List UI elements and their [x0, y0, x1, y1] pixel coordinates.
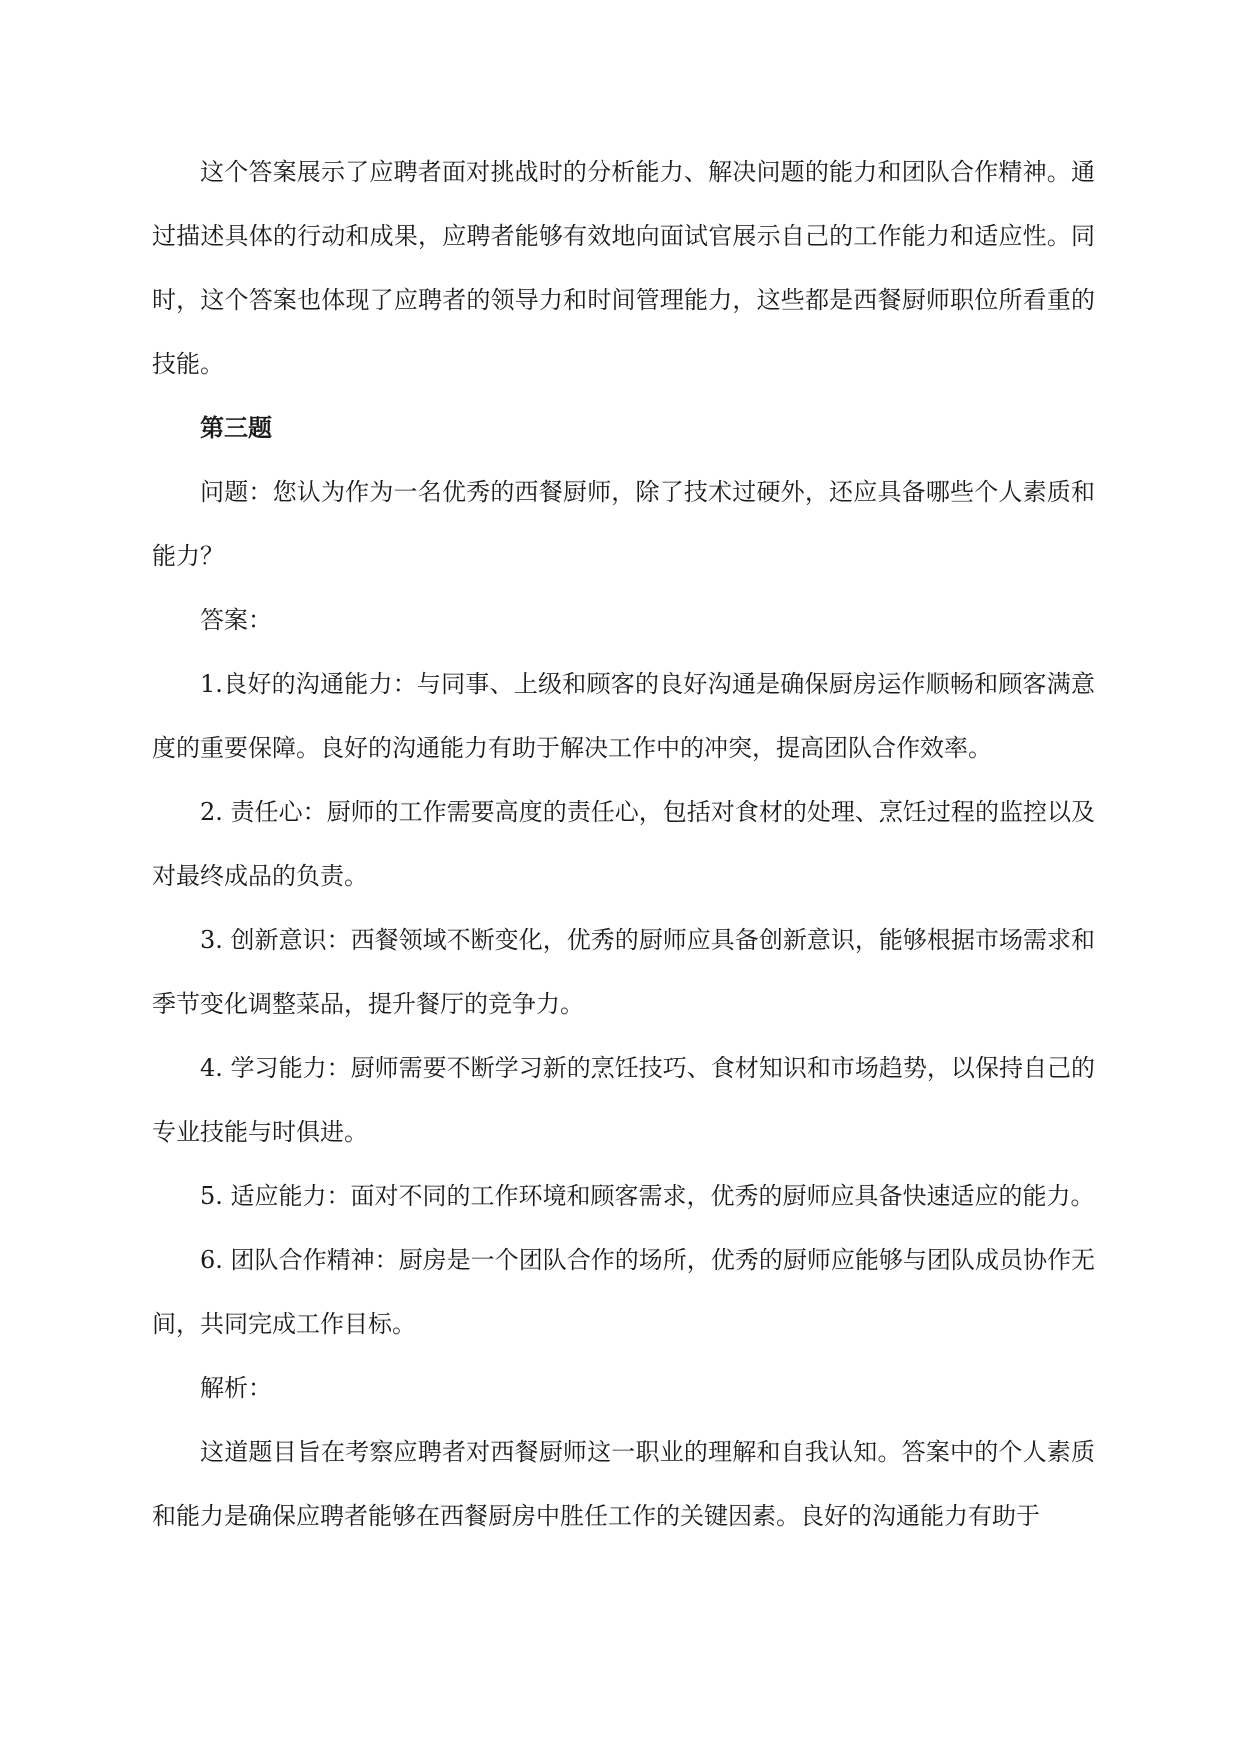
answer-item-3: 3. 创新意识：西餐领域不断变化，优秀的厨师应具备创新意识，能够根据市场需求和季节变化调整菜品，提升餐厅的竞争力。 [152, 926, 1095, 1018]
answer-item-2: 2. 责任心：厨师的工作需要高度的责任心，包括对食材的处理、烹饪过程的监控以及对最终成品的负责。 [152, 798, 1095, 890]
document-body [152, 140, 1095, 1548]
answer-item-6: 6. 团队合作精神：厨房是一个团队合作的场所，优秀的厨师应能够与团队成员协作无间，共同完成工作目标。 [152, 1246, 1095, 1338]
question-paragraph: 问题：您认为作为一名优秀的西餐厨师，除了技术过硬外，还应具备哪些个人素质和能力？ [152, 478, 1095, 570]
analysis-label: 解析： [200, 1374, 272, 1402]
answer-item-4: 4. 学习能力：厨师需要不断学习新的烹饪技巧、食材知识和市场趋势，以保持自己的专业技能与时俱进。 [152, 1054, 1095, 1146]
answer-item-5: 5. 适应能力：面对不同的工作环境和顾客需求，优秀的厨师应具备快速适应的能力。 [200, 1182, 1095, 1210]
summary-paragraph: 这个答案展示了应聘者面对挑战时的分析能力、解决问题的能力和团队合作精神。通过描述具体的行动和成果，应聘者能够有效地向面试官展示自己的工作能力和适应性。同时，这个答案也体现了应聘者的领导力和时间管理能力，这些都是西餐厨师职位所看重的技能。 [152, 158, 1095, 378]
section-heading: 第三题 [200, 413, 272, 442]
answer-label: 答案： [200, 606, 272, 634]
answer-item-1: 1.良好的沟通能力：与同事、上级和顾客的良好沟通是确保厨房运作顺畅和顾客满意度的重要保障。良好的沟通能力有助于解决工作中的冲突，提高团队合作效率。 [152, 670, 1095, 762]
analysis-paragraph: 这道题目旨在考察应聘者对西餐厨师这一职业的理解和自我认知。答案中的个人素质和能力是确保应聘者能够在西餐厨房中胜任工作的关键因素。良好的沟通能力有助于 [152, 1438, 1095, 1530]
